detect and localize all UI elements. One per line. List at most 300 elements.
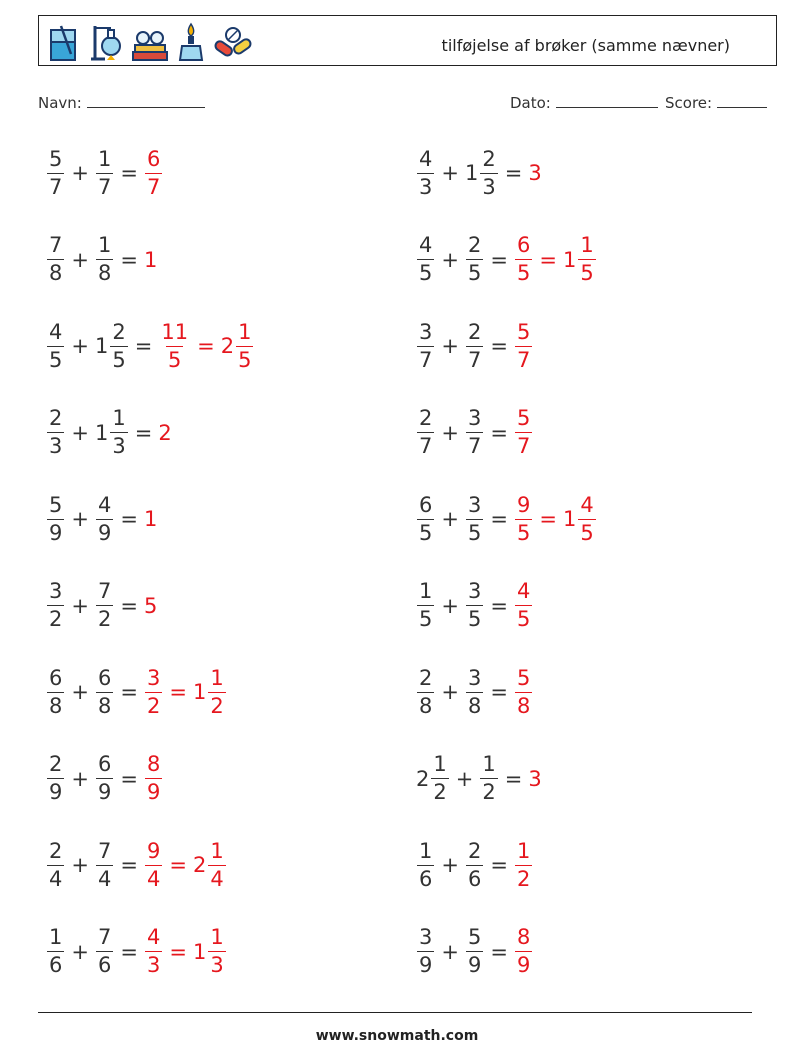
problem-3 [46,230,158,290]
denominator: 9 [516,953,531,977]
equals-sign: = [120,680,138,704]
term [465,581,484,630]
term [193,927,227,976]
fraction [96,492,113,545]
term [416,235,435,284]
fraction [96,146,113,199]
name-field[interactable] [38,93,205,112]
fraction [47,581,64,630]
term [416,754,450,803]
numerator: 1 [433,752,447,776]
term [479,754,498,803]
denominator: 5 [49,347,63,372]
fraction [47,665,64,718]
worksheet-header [38,15,777,66]
fraction [145,927,162,976]
fraction [96,927,113,976]
fraction [47,838,64,891]
denominator: 6 [97,953,112,977]
answer [528,767,542,791]
fraction [466,319,483,372]
footer-divider [38,1012,752,1013]
plus-sign: + [71,507,89,531]
equals-sign: = [490,593,508,618]
term [465,927,484,976]
equals-sign: = [120,247,138,272]
fraction [466,492,483,545]
whole-number: 5 [143,593,158,618]
numerator: 6 [49,665,63,690]
numerator: 4 [419,233,433,257]
plus-sign: + [71,680,89,704]
plus-sign: + [455,766,474,791]
fraction [417,927,434,976]
numerator: 2 [467,319,482,344]
numerator: 2 [419,665,433,690]
numerator: 1 [112,406,126,430]
equals-sign: = [169,853,187,877]
term [465,235,484,284]
whole-number: 1 [192,680,207,704]
problem-13 [46,662,227,722]
books-glasses-icon [131,28,169,62]
numerator: 2 [467,838,482,863]
numerator: 3 [49,579,63,603]
term [563,235,597,284]
fraction [417,319,434,372]
fraction [480,146,497,199]
whole-number: 1 [143,507,158,531]
term [144,754,163,803]
answer [144,594,158,618]
whole-number: 3 [528,766,542,791]
numerator: 9 [516,492,531,517]
numerator: 5 [467,925,482,949]
numerator: 6 [97,752,112,776]
header-icons [47,22,253,62]
denominator: 4 [210,866,224,891]
date-blank[interactable] [556,93,658,108]
numerator: 2 [419,406,433,430]
term [144,838,163,891]
problem-6 [416,316,533,376]
worksheet-title: tilføjelse af brøker (samme nævner) [441,36,730,55]
denominator: 7 [467,347,482,372]
fraction [578,492,595,545]
fraction [208,838,225,891]
fraction [47,146,64,199]
denominator: 9 [49,780,63,804]
score-blank[interactable] [717,93,767,108]
numerator: 8 [146,752,161,776]
equals-sign: = [169,680,187,704]
lab-stand-flask-icon [89,22,123,62]
numerator: 2 [467,233,482,257]
denominator: 7 [516,434,531,458]
denominator: 5 [168,347,182,372]
whole-number: 1 [464,161,479,185]
numerator: 5 [516,319,531,344]
denominator: 7 [146,174,161,199]
plus-sign: + [71,247,89,272]
pills-icon [213,26,253,62]
denominator: 4 [146,866,161,891]
numerator: 4 [580,492,594,517]
equals-sign: = [169,939,187,964]
numerator: 8 [516,925,531,949]
numerator: 2 [482,146,496,171]
numerator: 3 [419,319,433,344]
numerator: 1 [516,838,531,863]
term [416,927,435,976]
equals-sign: = [490,507,508,531]
whole-number: 1 [94,334,109,358]
numerator: 11 [161,319,189,344]
denominator: 7 [419,347,433,372]
fraction [466,838,483,891]
equals-sign: = [539,507,557,531]
problem-2 [416,143,543,203]
fraction [47,927,64,976]
fraction [96,838,113,891]
term [465,838,484,891]
denominator: 8 [97,261,112,285]
denominator: 8 [97,693,112,718]
denominator: 5 [467,261,482,285]
term [95,754,114,803]
problem-18 [416,835,533,895]
term [94,319,129,372]
problem-17 [46,835,227,895]
equals-sign: = [490,680,508,704]
equals-sign: = [120,766,138,791]
problem-16 [416,749,543,809]
denominator: 6 [49,953,63,977]
fraction [110,408,127,457]
whole-number: 2 [416,766,430,791]
term [528,161,542,185]
equals-sign: = [539,247,557,272]
denominator: 5 [238,347,252,372]
fraction [515,408,532,457]
problem-7 [46,403,173,463]
numerator: 6 [146,146,161,171]
term [514,927,533,976]
fraction [159,319,190,372]
fraction [417,235,434,284]
denominator: 4 [49,866,63,891]
fraction [578,235,595,284]
denominator: 9 [146,780,161,804]
numerator: 3 [146,665,161,690]
answer [144,754,163,803]
term [46,235,65,284]
whole-number: 1 [562,247,577,272]
numerator: 5 [516,665,531,690]
numerator: 5 [49,492,63,517]
denominator: 5 [419,261,433,285]
equals-sign: = [120,853,138,877]
denominator: 9 [419,953,433,977]
fraction [145,146,162,199]
fraction [515,838,532,891]
denominator: 7 [516,347,531,372]
plus-sign: + [441,420,459,445]
problem-14 [416,662,533,722]
equals-sign: = [120,507,138,531]
plus-sign: + [71,766,89,791]
problem-8 [416,403,533,463]
name-blank[interactable] [87,93,205,108]
term [464,146,499,199]
whole-number: 1 [192,939,207,964]
numerator: 7 [97,579,112,603]
term [46,146,65,199]
denominator: 2 [146,693,161,718]
numerator: 9 [146,838,161,863]
whole-number: 1 [562,507,577,531]
term [192,665,227,718]
term [416,319,435,372]
fraction [417,665,434,718]
numerator: 1 [97,146,112,171]
numerator: 4 [97,492,112,517]
term [416,838,435,891]
equals-sign: = [504,766,523,791]
equals-sign: = [120,939,138,964]
answer [144,146,163,199]
numerator: 4 [516,579,531,603]
term [144,248,158,272]
problem-4 [416,230,597,290]
denominator: 6 [419,866,433,891]
numerator: 1 [210,925,224,949]
numerator: 1 [97,233,112,257]
name-label: Navn: [38,94,82,112]
denominator: 7 [419,434,433,458]
problem-12 [416,576,533,636]
numerator: 4 [49,319,63,344]
term [95,235,114,284]
numerator: 3 [467,579,482,603]
term [158,421,172,445]
plus-sign: + [441,247,459,272]
denominator: 5 [580,520,594,545]
fraction [515,492,532,545]
denominator: 2 [482,780,496,804]
denominator: 5 [516,607,531,631]
plus-sign: + [71,593,89,618]
denominator: 8 [49,693,63,718]
beaker-icon [47,24,81,62]
problem-9 [46,489,158,549]
plus-sign: + [441,507,459,531]
answer [514,581,533,630]
numerator: 2 [49,752,63,776]
denominator: 5 [580,261,594,285]
numerator: 1 [49,925,63,949]
numerator: 6 [516,233,531,257]
numerator: 1 [210,838,224,863]
denominator: 3 [482,174,496,199]
fraction [208,665,225,718]
denominator: 5 [419,607,433,631]
whole-number: 2 [158,420,172,445]
date-field[interactable] [510,93,658,112]
term [95,492,114,545]
term [46,319,65,372]
denominator: 5 [112,347,126,372]
equals-sign: = [120,593,138,618]
term [46,581,65,630]
numerator: 4 [146,925,161,949]
fraction [47,235,64,284]
numerator: 4 [419,146,433,171]
denominator: 3 [146,953,161,977]
plus-sign: + [441,939,459,964]
fraction [47,408,64,457]
plus-sign: + [441,161,459,185]
plus-sign: + [71,161,89,185]
whole-number: 3 [528,161,542,185]
fraction [96,754,113,803]
fraction [417,492,434,545]
term [465,665,484,718]
fraction [110,319,127,372]
fraction [145,665,162,718]
equals-sign: = [490,853,508,877]
fraction [515,665,532,718]
fraction [466,581,483,630]
answer [144,248,158,272]
denominator: 8 [419,693,433,718]
term [144,927,163,976]
numerator: 7 [97,838,112,863]
term [514,319,533,372]
plus-sign: + [71,853,89,877]
term [46,492,65,545]
numerator: 3 [467,406,482,430]
denominator: 9 [97,780,112,804]
fraction [236,319,253,372]
denominator: 6 [467,866,482,891]
numerator: 5 [516,406,531,430]
fraction [417,581,434,630]
term [416,408,435,457]
term [514,838,533,891]
answer [514,927,533,976]
equals-sign: = [134,334,153,358]
answer [158,421,172,445]
plus-sign: + [71,334,89,358]
score-field[interactable] [665,93,767,112]
term [192,838,227,891]
term [144,507,158,531]
equals-sign: = [120,161,138,185]
denominator: 2 [97,607,112,631]
numerator: 1 [419,579,433,603]
term [562,492,597,545]
problem-11 [46,576,158,636]
fraction [417,838,434,891]
term [465,492,484,545]
equals-sign: = [197,334,215,358]
denominator: 9 [467,953,482,977]
denominator: 8 [467,693,482,718]
whole-number: 2 [220,334,235,358]
equals-sign: = [504,161,523,185]
term [95,927,114,976]
term [528,767,542,791]
footer-url: www.snowmath.com [315,1028,479,1044]
denominator: 2 [433,780,447,804]
denominator: 3 [419,174,433,199]
numerator: 2 [49,838,63,863]
whole-number: 2 [192,853,207,877]
term [416,665,435,718]
denominator: 2 [49,607,63,631]
answer [158,319,254,372]
term [95,838,114,891]
numerator: 3 [467,492,482,517]
equals-sign: = [490,334,508,358]
fraction [466,927,483,976]
fraction [96,581,113,630]
term [46,838,65,891]
fraction [515,319,532,372]
numerator: 3 [467,665,482,690]
numerator: 1 [238,319,252,344]
numerator: 1 [419,838,433,863]
fraction [515,927,532,976]
fraction [431,754,448,803]
denominator: 4 [97,866,112,891]
numerator: 6 [97,665,112,690]
term [144,594,158,618]
fraction [515,581,532,630]
denominator: 9 [49,520,63,545]
numerator: 1 [482,752,496,776]
problem-20 [416,922,533,982]
plus-sign: + [441,853,459,877]
plus-sign: + [441,680,459,704]
denominator: 5 [467,607,482,631]
fraction [47,754,64,803]
score-label: Score: [665,94,713,112]
answer [514,319,533,372]
denominator: 8 [49,261,63,285]
term [95,581,114,630]
answer [514,235,597,284]
term [514,492,533,545]
term [220,319,255,372]
denominator: 3 [112,434,126,458]
fraction [47,492,64,545]
term [95,408,129,457]
numerator: 5 [49,146,63,171]
answer [514,492,597,545]
plus-sign: + [441,334,459,358]
problem-10 [416,489,597,549]
numerator: 6 [419,492,433,517]
fraction [466,235,483,284]
denominator: 7 [97,174,112,199]
plus-sign: + [441,593,459,618]
answer [144,927,227,976]
fraction [466,408,483,457]
term [514,235,533,284]
denominator: 5 [419,520,433,545]
